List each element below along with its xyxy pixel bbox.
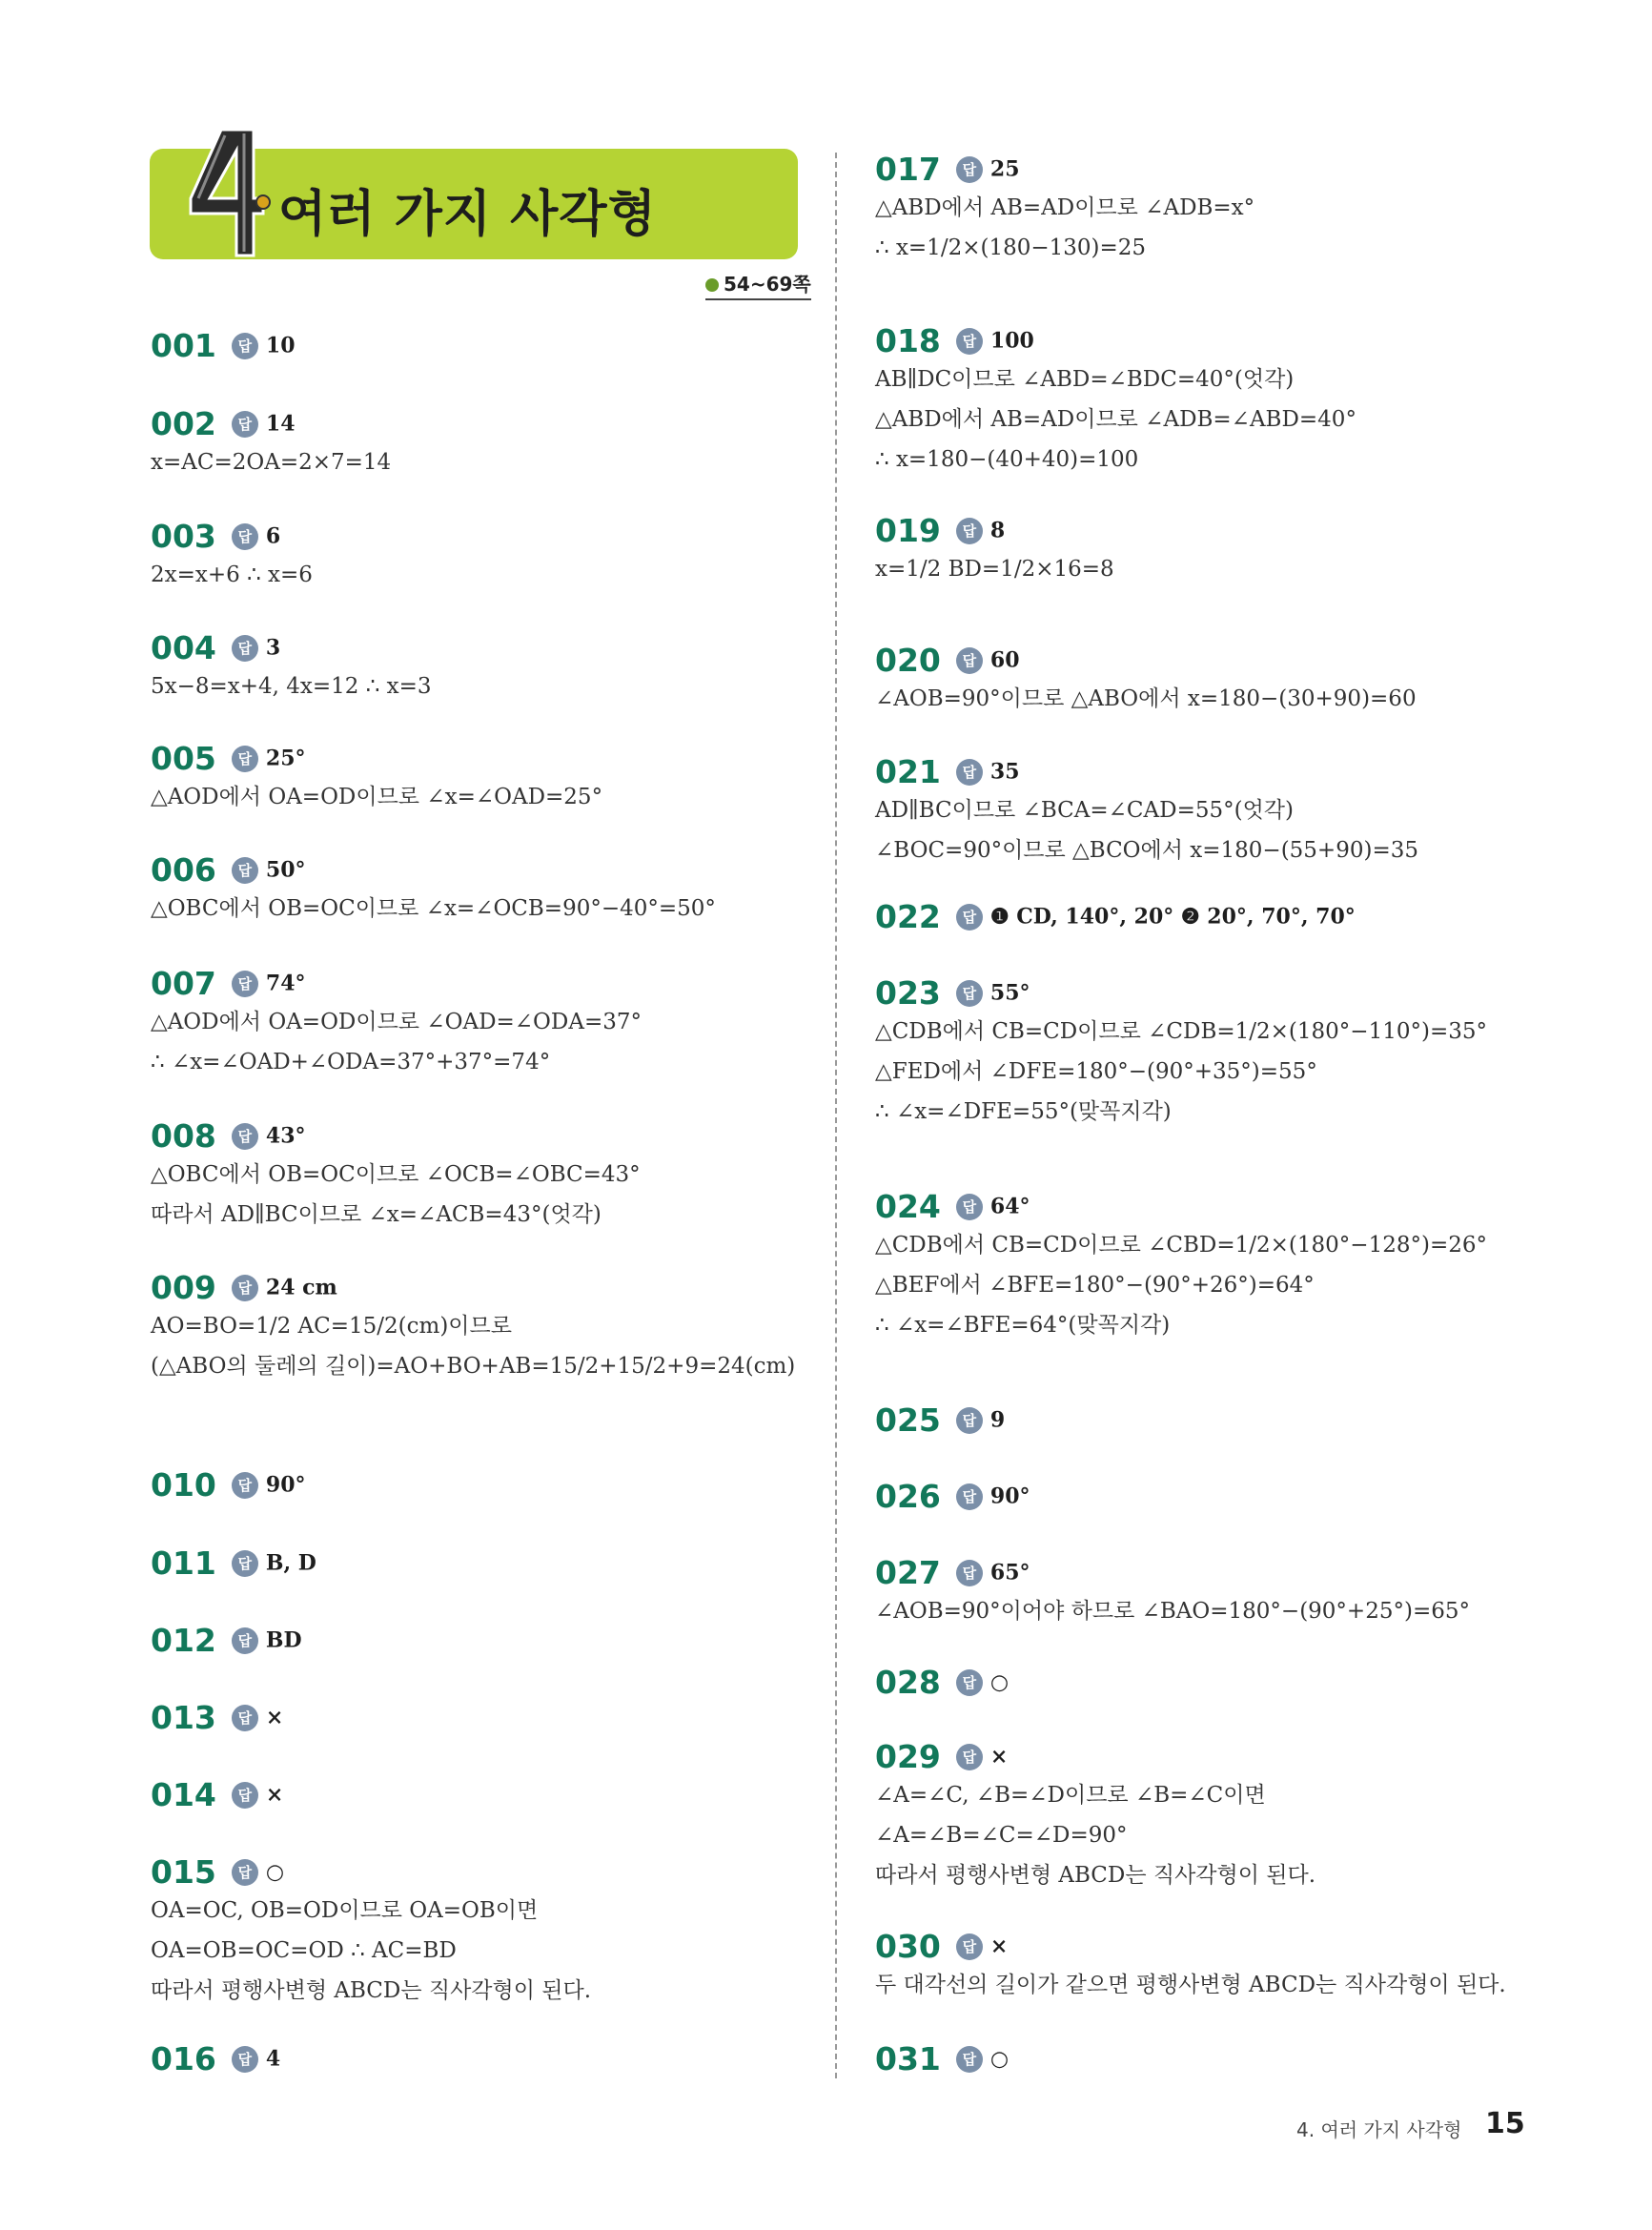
- answer-header: [875, 1478, 1030, 1515]
- answer-header: [151, 1466, 306, 1504]
- answer-item: [151, 1776, 283, 1813]
- problem-number: 022: [875, 898, 941, 935]
- problem-number: 012: [151, 1622, 216, 1659]
- chapter-number-4-icon: [162, 122, 267, 265]
- answer-value: ×: [989, 1933, 1009, 1959]
- answer-item: [875, 1478, 1030, 1515]
- answer-item: [151, 2040, 280, 2077]
- answer-item: [151, 327, 296, 364]
- problem-number: 001: [151, 327, 216, 364]
- problem-number: 028: [875, 1664, 941, 1701]
- answer-item: [151, 405, 391, 482]
- solution-line: AO=BO=1/2 AC=15/2(cm)이므로: [151, 1314, 512, 1339]
- solution-line: 따라서 평행사변형 ABCD는 직사각형이 된다.: [875, 1863, 1316, 1888]
- solution-line: ∴ ∠x=∠DFE=55°(맞꼭지각): [875, 1099, 1172, 1124]
- problem-number: 018: [875, 322, 941, 359]
- answer-header: [875, 151, 1254, 188]
- solution-line: ∠A=∠B=∠C=∠D=90°: [875, 1823, 1128, 1848]
- problem-number: 031: [875, 2040, 941, 2077]
- answer-value: 64°: [989, 1194, 1030, 1219]
- solution-line: △OBC에서 OB=OC이므로 ∠OCB=∠OBC=43°: [151, 1162, 641, 1187]
- solution-line: △AOD에서 OA=OD이므로 ∠x=∠OAD=25°: [151, 785, 603, 809]
- answer-value: 24 cm: [265, 1275, 337, 1300]
- answer-header: [151, 1269, 795, 1306]
- solution-line: 2x=x+6 ∴ x=6: [151, 563, 313, 587]
- answer-badge-icon: 답: [956, 759, 983, 786]
- answer-value: 3: [265, 635, 281, 661]
- banner-dot: [255, 194, 271, 210]
- answer-badge-icon: 답: [232, 1123, 258, 1150]
- answer-badge-icon: 답: [956, 328, 983, 355]
- problem-number: 007: [151, 965, 216, 1002]
- solution-line: △CDB에서 CB=CD이므로 ∠CDB=1/2×(180°−110°)=35°: [875, 1019, 1487, 1044]
- page-range: [705, 269, 811, 300]
- answer-header: [151, 1776, 283, 1813]
- solution-line: △ABD에서 AB=AD이므로 ∠ADB=∠ABD=40°: [875, 407, 1356, 432]
- solution-line: △OBC에서 OB=OC이므로 ∠x=∠OCB=90°−40°=50°: [151, 896, 716, 921]
- chapter-title: 여러 가지 사각형: [278, 186, 657, 243]
- answer-badge-icon: 답: [232, 1705, 258, 1731]
- answer-badge-icon: 답: [956, 904, 983, 931]
- answer-badge-icon: 답: [232, 635, 258, 662]
- problem-number: 019: [875, 512, 941, 549]
- problem-number: 002: [151, 405, 216, 442]
- solution-line: △CDB에서 CB=CD이므로 ∠CBD=1/2×(180°−128°)=26°: [875, 1233, 1487, 1258]
- answer-badge-icon: 답: [956, 1483, 983, 1510]
- answer-value: 90°: [265, 1472, 306, 1498]
- answer-header: [151, 327, 296, 364]
- answer-value: 60: [989, 647, 1020, 673]
- answer-header: [151, 851, 716, 889]
- answer-item: [875, 642, 1417, 719]
- problem-number: 003: [151, 518, 216, 555]
- problem-number: 004: [151, 629, 216, 666]
- problem-number: 027: [875, 1554, 941, 1591]
- problem-number: 010: [151, 1466, 216, 1504]
- solution-line: 따라서 AD∥BC이므로 ∠x=∠ACB=43°(엇각): [151, 1202, 602, 1227]
- answer-badge-icon: 답: [956, 518, 983, 544]
- problem-number: 006: [151, 851, 216, 889]
- solution-line: OA=OB=OC=OD ∴ AC=BD: [151, 1938, 457, 1963]
- solution-line: △BEF에서 ∠BFE=180°−(90°+26°)=64°: [875, 1273, 1315, 1298]
- answer-value: 74°: [265, 971, 306, 996]
- answer-item: [875, 1554, 1470, 1631]
- answer-badge-icon: 답: [232, 857, 258, 884]
- problem-number: 011: [151, 1545, 216, 1582]
- column-divider: [835, 153, 837, 2078]
- page-range-text: 54~69쪽: [724, 273, 811, 296]
- answer-header: [875, 1664, 1009, 1701]
- answer-item: [875, 1188, 1487, 1345]
- answer-header: [875, 1928, 1506, 1965]
- solution-line: ∴ ∠x=∠OAD+∠ODA=37°+37°=74°: [151, 1050, 551, 1074]
- answer-item: [151, 1269, 795, 1386]
- answer-item: [151, 1466, 306, 1504]
- problem-number: 024: [875, 1188, 941, 1225]
- answer-item: [875, 753, 1418, 870]
- answer-item: [875, 1664, 1009, 1701]
- answer-item: [151, 740, 602, 817]
- solution-line: AB∥DC이므로 ∠ABD=∠BDC=40°(엇각): [875, 367, 1295, 392]
- problem-number: 013: [151, 1699, 216, 1736]
- answer-header: [875, 512, 1114, 549]
- answer-value: 90°: [989, 1483, 1030, 1509]
- problem-number: 025: [875, 1401, 941, 1439]
- answer-value: ○: [989, 1669, 1010, 1695]
- answer-badge-icon: 답: [232, 1550, 258, 1577]
- answer-header: [875, 974, 1487, 1012]
- problem-number: 020: [875, 642, 941, 679]
- problem-number: 017: [875, 151, 941, 188]
- answer-badge-icon: 답: [232, 1627, 258, 1654]
- answer-item: [875, 1928, 1506, 2005]
- answer-header: [875, 1554, 1470, 1591]
- answer-value: 55°: [989, 980, 1030, 1006]
- answer-header: [151, 1853, 591, 1891]
- answer-item: [875, 898, 1356, 935]
- answer-item: [151, 518, 313, 595]
- answer-header: [875, 753, 1418, 790]
- answer-header: [875, 642, 1417, 679]
- answer-value: 9: [989, 1407, 1006, 1433]
- answer-badge-icon: 답: [956, 2046, 983, 2073]
- problem-number: 016: [151, 2040, 216, 2077]
- problem-number: 026: [875, 1478, 941, 1515]
- answer-value: 25°: [265, 746, 306, 771]
- problem-number: 021: [875, 753, 941, 790]
- answer-badge-icon: 답: [956, 1744, 983, 1770]
- solution-line: (△ABO의 둘레의 길이)=AO+BO+AB=15/2+15/2+9=24(cm): [151, 1354, 796, 1379]
- answer-badge-icon: 답: [232, 333, 258, 359]
- solution-line: △FED에서 ∠DFE=180°−(90°+35°)=55°: [875, 1059, 1317, 1084]
- solution-line: 따라서 평행사변형 ABCD는 직사각형이 된다.: [151, 1978, 592, 2003]
- page-number: 15: [1485, 2107, 1525, 2140]
- answer-value: 4: [265, 2046, 281, 2072]
- answer-header: [151, 1622, 302, 1659]
- answer-value: ×: [265, 1705, 284, 1730]
- answer-item: [151, 629, 432, 706]
- solution-line: x=AC=2OA=2×7=14: [151, 450, 392, 475]
- solution-line: ∠AOB=90°이어야 하므로 ∠BAO=180°−(90°+25°)=65°: [875, 1599, 1470, 1624]
- answer-header: [875, 898, 1356, 935]
- solution-line: 두 대각선의 길이가 같으면 평행사변형 ABCD는 직사각형이 된다.: [875, 1973, 1506, 1997]
- problem-number: 014: [151, 1776, 216, 1813]
- answer-value: 35: [989, 759, 1020, 785]
- answer-value: 65°: [989, 1560, 1030, 1586]
- solution-line: ∴ x=1/2×(180−130)=25: [875, 235, 1147, 260]
- solution-line: x=1/2 BD=1/2×16=8: [875, 557, 1114, 582]
- answer-header: [875, 2040, 1009, 2077]
- answer-item: [875, 322, 1356, 480]
- answer-header: [151, 405, 391, 442]
- answer-value: 50°: [265, 857, 306, 883]
- answer-header: [875, 322, 1356, 359]
- answer-header: [151, 2040, 280, 2077]
- answer-value: 10: [265, 333, 296, 358]
- answer-item: [151, 965, 642, 1082]
- solution-line: ∠AOB=90°이므로 △ABO에서 x=180−(30+90)=60: [875, 686, 1417, 711]
- problem-number: 005: [151, 740, 216, 777]
- answer-header: [151, 965, 642, 1002]
- answer-badge-icon: 답: [956, 980, 983, 1007]
- answer-value: ○: [989, 2046, 1010, 2072]
- solution-line: AD∥BC이므로 ∠BCA=∠CAD=55°(엇각): [875, 798, 1294, 823]
- answer-badge-icon: 답: [956, 1933, 983, 1960]
- problem-number: 009: [151, 1269, 216, 1306]
- answer-header: [151, 1117, 641, 1155]
- answer-item: [875, 151, 1254, 268]
- answer-badge-icon: 답: [232, 971, 258, 997]
- answer-badge-icon: 답: [956, 1669, 983, 1696]
- answer-badge-icon: 답: [232, 1275, 258, 1301]
- answer-value: ○: [265, 1859, 285, 1885]
- answer-item: [875, 512, 1114, 589]
- answer-badge-icon: 답: [232, 2046, 258, 2073]
- answer-value: 43°: [265, 1123, 306, 1149]
- solution-line: ∴ ∠x=∠BFE=64°(맞꼭지각): [875, 1313, 1171, 1338]
- answer-header: [151, 518, 313, 555]
- answer-value: ×: [265, 1782, 284, 1808]
- answer-badge-icon: 답: [232, 746, 258, 772]
- problem-number: 030: [875, 1928, 941, 1965]
- answer-item: [151, 1117, 641, 1235]
- answer-item: [151, 1545, 316, 1582]
- answer-item: [151, 1622, 302, 1659]
- answer-badge-icon: 답: [232, 1472, 258, 1499]
- answer-item: [875, 1401, 1005, 1439]
- problem-number: 023: [875, 974, 941, 1012]
- answer-item: [875, 1738, 1315, 1895]
- solution-line: △AOD에서 OA=OD이므로 ∠OAD=∠ODA=37°: [151, 1010, 642, 1034]
- page-range-icon: [705, 278, 719, 292]
- footer-chapter-label: 4. 여러 가지 사각형: [1296, 2118, 1462, 2141]
- answer-item: [151, 851, 716, 929]
- answer-value: 25: [989, 156, 1020, 182]
- answer-header: [151, 740, 602, 777]
- solution-line: ∴ x=180−(40+40)=100: [875, 447, 1139, 472]
- answer-badge-icon: 답: [232, 411, 258, 438]
- solution-line: ∠A=∠C, ∠B=∠D이므로 ∠B=∠C이면: [875, 1783, 1266, 1808]
- problem-number: 029: [875, 1738, 941, 1775]
- answer-badge-icon: 답: [956, 647, 983, 674]
- answer-badge-icon: 답: [956, 1560, 983, 1586]
- answer-badge-icon: 답: [956, 1194, 983, 1220]
- answer-value: 14: [265, 411, 296, 437]
- answer-header: [151, 629, 432, 666]
- answer-value: BD: [265, 1627, 302, 1653]
- answer-value: 6: [265, 523, 281, 549]
- answer-header: [875, 1738, 1315, 1775]
- answer-header: [875, 1401, 1005, 1439]
- answer-header: [151, 1545, 316, 1582]
- answer-badge-icon: 답: [232, 1859, 258, 1886]
- answer-value: B, D: [265, 1550, 316, 1576]
- answer-badge-icon: 답: [956, 1407, 983, 1434]
- answer-header: [875, 1188, 1487, 1225]
- answer-badge-icon: 답: [232, 523, 258, 550]
- solution-line: 5x−8=x+4, 4x=12 ∴ x=3: [151, 674, 432, 699]
- answer-value: 8: [989, 518, 1006, 543]
- answer-item: [151, 1699, 283, 1736]
- answer-badge-icon: 답: [956, 156, 983, 183]
- solution-line: △ABD에서 AB=AD이므로 ∠ADB=x°: [875, 195, 1255, 220]
- answer-item: [875, 974, 1487, 1132]
- solution-line: ∠BOC=90°이므로 △BCO에서 x=180−(55+90)=35: [875, 838, 1418, 863]
- answer-header: [151, 1699, 283, 1736]
- answer-value: ×: [989, 1744, 1009, 1770]
- solution-line: OA=OC, OB=OD이므로 OA=OB이면: [151, 1898, 539, 1923]
- answer-item: [875, 2040, 1009, 2077]
- problem-number: 015: [151, 1853, 216, 1891]
- answer-value: ❶ CD, 140°, 20° ❷ 20°, 70°, 70°: [989, 904, 1356, 930]
- answer-badge-icon: 답: [232, 1782, 258, 1809]
- answer-value: 100: [989, 328, 1034, 354]
- answer-item: [151, 1853, 591, 2011]
- problem-number: 008: [151, 1117, 216, 1155]
